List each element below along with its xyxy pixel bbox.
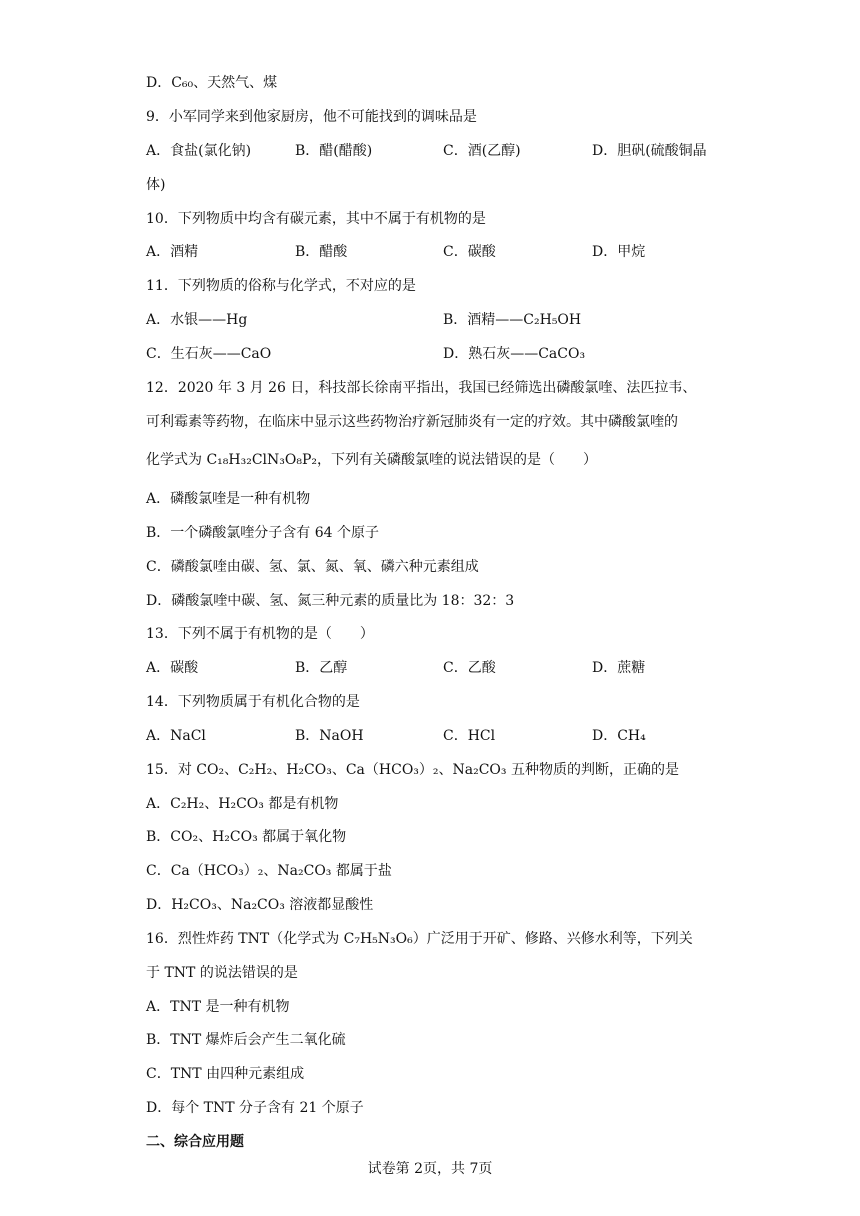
option-d: D．H₂CO₃、Na₂CO₃ 溶液都显酸性 xyxy=(146,897,374,913)
option-b: B．乙醇 xyxy=(295,660,348,676)
question-10: 10．下列物质中均含有碳元素，其中不属于有机物的是 xyxy=(146,211,486,227)
option-a: A．NaCl xyxy=(146,728,206,744)
option-b: B．CO₂、H₂CO₃ 都属于氧化物 xyxy=(146,829,347,845)
question-11: 11．下列物质的俗称与化学式，不对应的是 xyxy=(146,278,416,294)
question-16-line-1: 16．烈性炸药 TNT（化学式为 C₇H₅N₃O₆）广泛用于开矿、修路、兴修水利等，下列关 xyxy=(146,931,693,947)
option-a: A．碳酸 xyxy=(146,660,199,676)
option-c: C．磷酸氯喹由碳、氢、氯、氮、氧、磷六种元素组成 xyxy=(146,559,479,575)
option-b: B．NaOH xyxy=(295,728,364,744)
option-b: B．一个磷酸氯喹分子含有 64 个原子 xyxy=(146,525,380,541)
option-a: A．食盐(氯化钠) xyxy=(146,143,252,159)
section-heading: 二、综合应用题 xyxy=(146,1134,244,1150)
question-13-options xyxy=(146,657,726,679)
option-b: B．TNT 爆炸后会产生二氧化硫 xyxy=(146,1032,346,1048)
option-d-continued: 体) xyxy=(146,177,166,193)
option-c: C．TNT 由四种元素组成 xyxy=(146,1066,305,1082)
option-d: D．CH₄ xyxy=(592,728,646,744)
option-c: C．生石灰——CaO xyxy=(146,346,272,362)
option-a: A．TNT 是一种有机物 xyxy=(146,999,290,1015)
question-15: 15．对 CO₂、C₂H₂、H₂CO₃、Ca（HCO₃）₂、Na₂CO₃ 五种物质的判断，正确的是 xyxy=(146,762,679,778)
option-d: D．胆矾(硫酸铜晶 xyxy=(592,143,707,159)
question-12-line-1: 12．2020 年 3 月 26 日，科技部长徐南平指出，我国已经筛选出磷酸氯喹、法匹拉韦、 xyxy=(146,380,697,396)
option-d: D．熟石灰——CaCO₃ xyxy=(443,346,586,362)
option-a: A．C₂H₂、H₂CO₃ 都是有机物 xyxy=(146,796,339,812)
question-14-options xyxy=(146,725,726,747)
option-d: D．磷酸氯喹中碳、氢、氮三种元素的质量比为 18：32：3 xyxy=(146,593,515,609)
page-footer: 试卷第 2页，共 7页 xyxy=(367,1161,493,1177)
option-a: A．水银——Hg xyxy=(146,312,248,328)
question-9: 9．小军同学来到他家厨房，他不可能找到的调味品是 xyxy=(146,109,477,125)
option-a: A．酒精 xyxy=(146,244,199,260)
question-12-line-3: 化学式为 C₁₈H₃₂ClN₃O₈P₂，下列有关磷酸氯喹的说法错误的是（ ） xyxy=(146,452,597,468)
option-c: C．乙酸 xyxy=(443,660,496,676)
question-9-options xyxy=(146,140,726,162)
option-line: D．C₆₀、天然气、煤 xyxy=(146,75,278,91)
question-11-options-cd xyxy=(146,343,726,365)
question-14: 14．下列物质属于有机化合物的是 xyxy=(146,694,360,710)
option-c: C．酒(乙醇) xyxy=(443,143,521,159)
option-d: D．甲烷 xyxy=(592,244,646,260)
option-c: C．Ca（HCO₃）₂、Na₂CO₃ 都属于盐 xyxy=(146,863,392,879)
option-b: B．酒精——C₂H₅OH xyxy=(443,312,582,328)
question-10-options xyxy=(146,241,726,263)
option-c: C．碳酸 xyxy=(443,244,496,260)
question-16-line-2: 于 TNT 的说法错误的是 xyxy=(146,965,298,981)
option-b: B．醋(醋酸) xyxy=(295,143,373,159)
question-11-options-ab xyxy=(146,309,726,331)
option-d: D．每个 TNT 分子含有 21 个原子 xyxy=(146,1100,364,1116)
option-c: C．HCl xyxy=(443,728,496,744)
option-b: B．醋酸 xyxy=(295,244,348,260)
option-a: A．磷酸氯喹是一种有机物 xyxy=(146,491,311,507)
option-d: D．蔗糖 xyxy=(592,660,646,676)
question-13: 13．下列不属于有机物的是（ ） xyxy=(146,626,374,642)
question-12-line-2: 可利霉素等药物，在临床中显示这些药物治疗新冠肺炎有一定的疗效。其中磷酸氯喹的 xyxy=(146,414,678,430)
